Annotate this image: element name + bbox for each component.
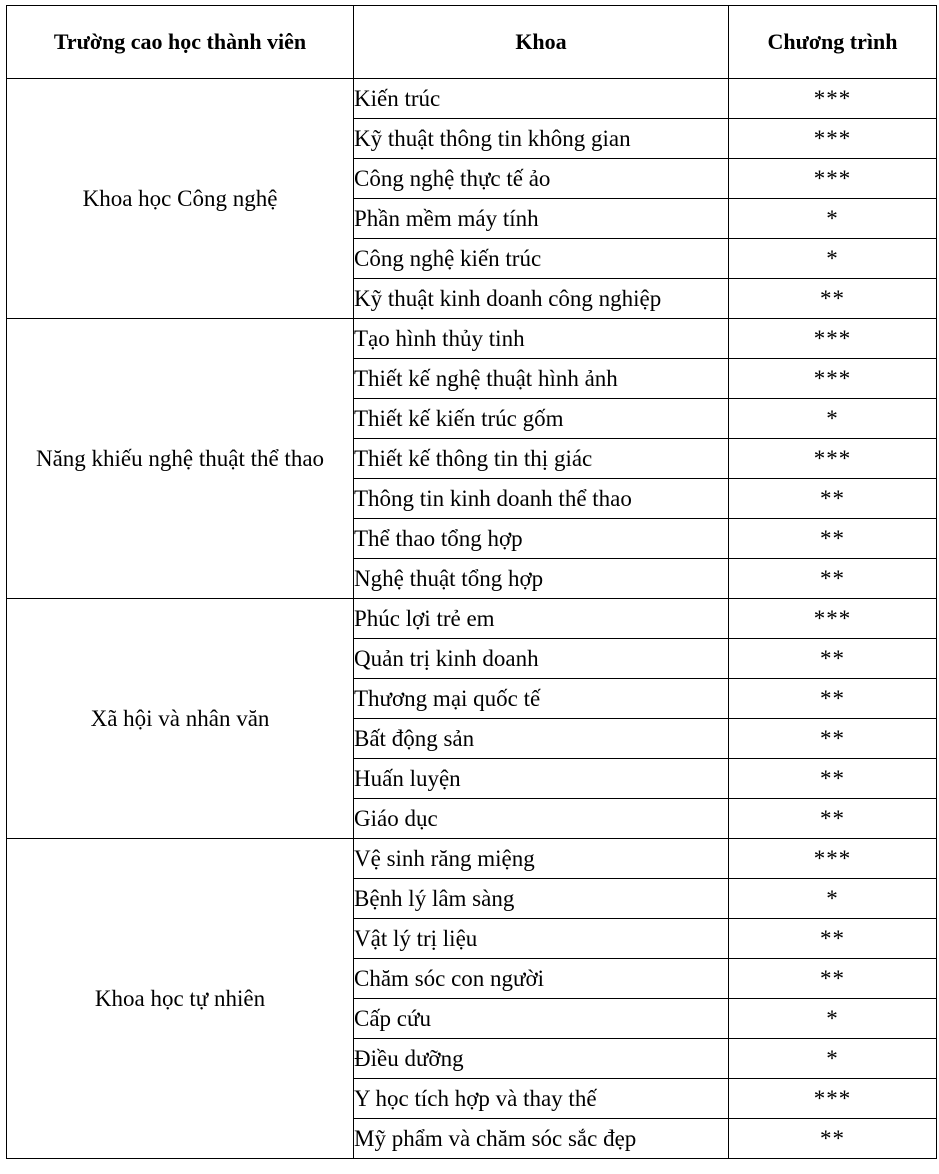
department-cell: Giáo dục [354,799,729,839]
department-cell: Thông tin kinh doanh thể thao [354,479,729,519]
department-cell: Bất động sản [354,719,729,759]
department-cell: Kiến trúc [354,79,729,119]
program-cell: ** [729,799,937,839]
program-cell: *** [729,79,937,119]
program-cell: ** [729,959,937,999]
program-cell: * [729,199,937,239]
department-cell: Điều dưỡng [354,1039,729,1079]
department-cell: Huấn luyện [354,759,729,799]
department-cell: Vật lý trị liệu [354,919,729,959]
department-cell: Thể thao tổng hợp [354,519,729,559]
school-cell: Khoa học Công nghệ [7,79,354,319]
header-row [7,6,937,79]
program-cell: *** [729,439,937,479]
program-cell: *** [729,839,937,879]
department-cell: Y học tích hợp và thay thế [354,1079,729,1119]
table-row [7,79,937,119]
program-cell: ** [729,919,937,959]
program-cell: * [729,399,937,439]
department-cell: Tạo hình thủy tinh [354,319,729,359]
department-cell: Phần mềm máy tính [354,199,729,239]
department-cell: Thiết kế kiến trúc gốm [354,399,729,439]
program-cell: ** [729,279,937,319]
department-cell: Công nghệ thực tế ảo [354,159,729,199]
program-cell: *** [729,119,937,159]
programs-table [6,5,937,1159]
program-cell: ** [729,719,937,759]
department-cell: Quản trị kinh doanh [354,639,729,679]
program-cell: ** [729,1119,937,1159]
department-cell: Cấp cứu [354,999,729,1039]
department-cell: Thương mại quốc tế [354,679,729,719]
program-cell: ** [729,759,937,799]
school-cell: Xã hội và nhân văn [7,599,354,839]
program-cell: *** [729,319,937,359]
program-cell: ** [729,519,937,559]
header-program: Chương trình [729,6,937,79]
department-cell: Vệ sinh răng miệng [354,839,729,879]
program-cell: ** [729,679,937,719]
header-school: Trường cao học thành viên [7,6,354,79]
department-cell: Kỹ thuật kinh doanh công nghiệp [354,279,729,319]
program-cell: * [729,999,937,1039]
department-cell: Nghệ thuật tổng hợp [354,559,729,599]
department-cell: Phúc lợi trẻ em [354,599,729,639]
program-cell: *** [729,599,937,639]
table-header [7,6,937,79]
department-cell: Công nghệ kiến trúc [354,239,729,279]
program-cell: ** [729,479,937,519]
department-cell: Mỹ phẩm và chăm sóc sắc đẹp [354,1119,729,1159]
program-cell: *** [729,359,937,399]
program-cell: *** [729,159,937,199]
department-cell: Kỹ thuật thông tin không gian [354,119,729,159]
department-cell: Thiết kế thông tin thị giác [354,439,729,479]
table-row [7,839,937,879]
department-cell: Bệnh lý lâm sàng [354,879,729,919]
department-cell: Thiết kế nghệ thuật hình ảnh [354,359,729,399]
department-cell: Chăm sóc con người [354,959,729,999]
program-cell: ** [729,639,937,679]
table-body [7,79,937,1159]
table-row [7,599,937,639]
program-cell: * [729,1039,937,1079]
program-cell: * [729,239,937,279]
school-cell: Khoa học tự nhiên [7,839,354,1159]
table-row [7,319,937,359]
header-department: Khoa [354,6,729,79]
program-cell: * [729,879,937,919]
program-cell: *** [729,1079,937,1119]
program-cell: ** [729,559,937,599]
school-cell: Năng khiếu nghệ thuật thể thao [7,319,354,599]
